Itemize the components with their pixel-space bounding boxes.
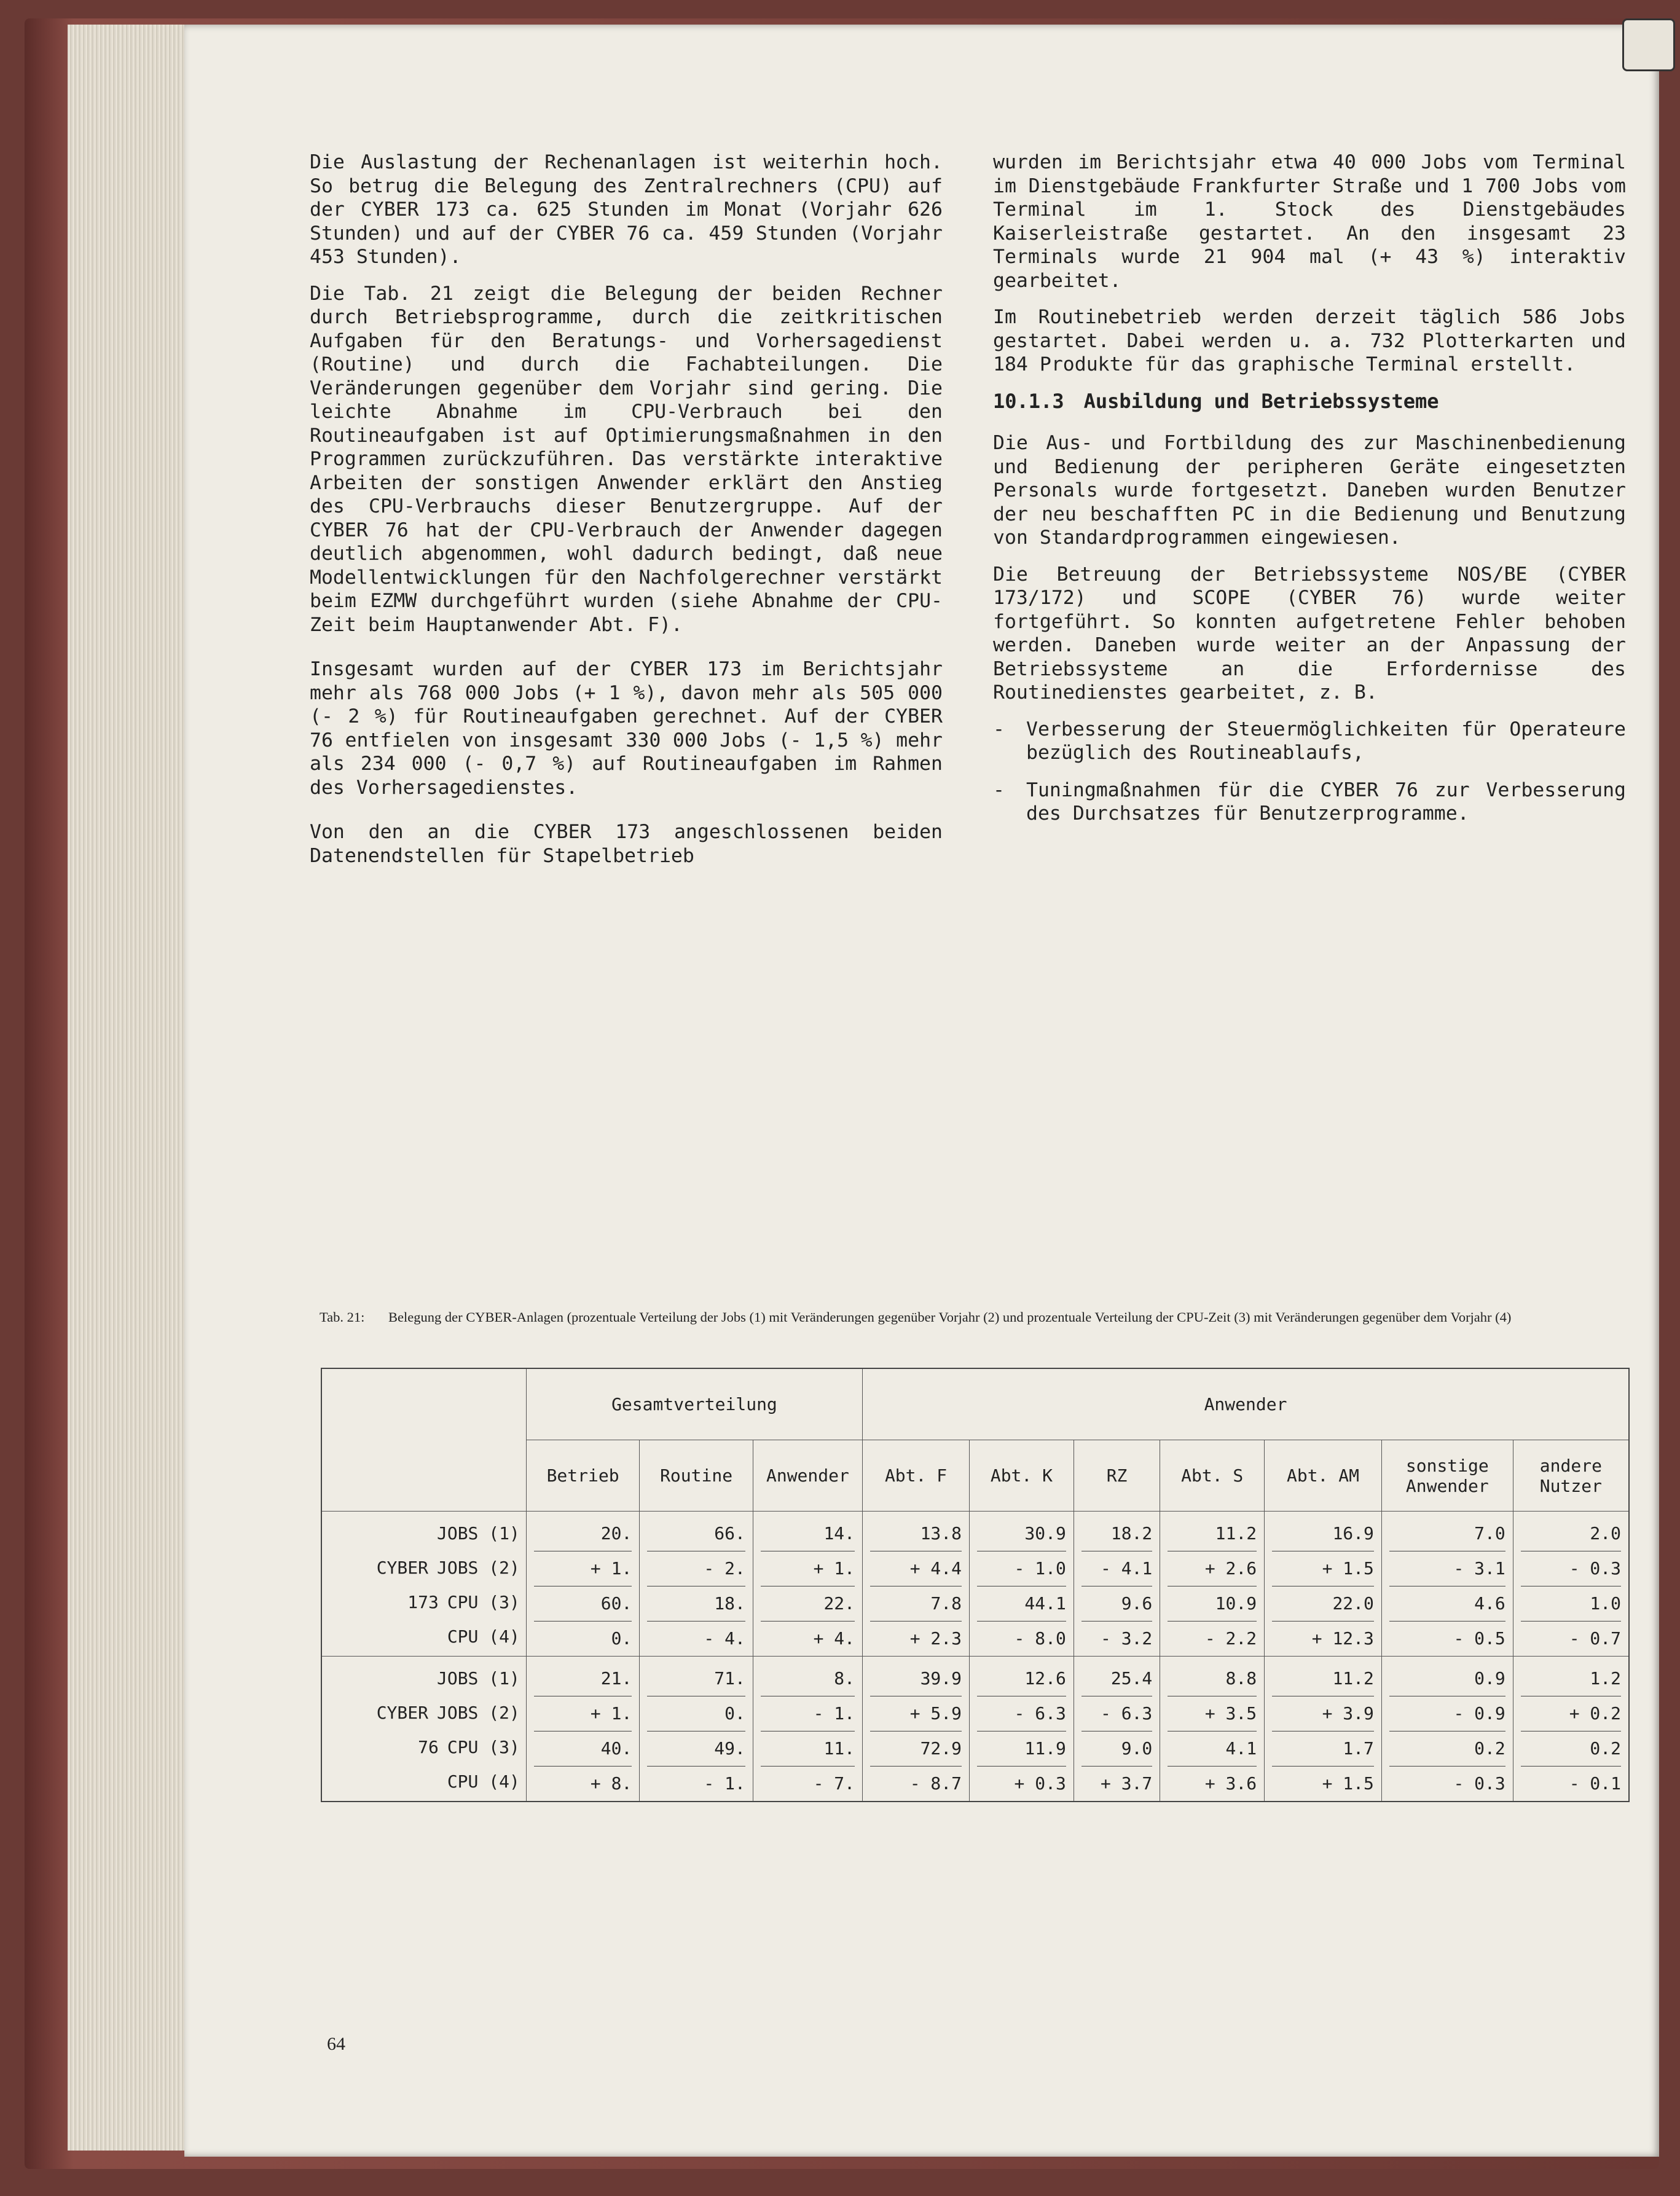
dash-bullet: -	[993, 778, 1005, 801]
table-value: 30.9	[977, 1516, 1066, 1551]
section-heading	[993, 390, 1626, 414]
measure-label: JOBS (2)	[436, 1703, 520, 1723]
table-value: 4.6	[1389, 1586, 1505, 1622]
table-value: 4.1	[1168, 1731, 1257, 1767]
list-item-text: Verbesserung der Steuermöglichkeiten für Operateure bezüglich des Routineablaufs,	[1026, 718, 1626, 764]
table-value: - 0.3	[1521, 1551, 1621, 1586]
table-value: + 0.3	[1014, 1773, 1066, 1794]
table-value: 1.7	[1272, 1731, 1374, 1767]
table-value: + 3.7	[1101, 1773, 1153, 1794]
measure-label: CPU (3)	[447, 1592, 520, 1612]
table-value: + 2.6	[1168, 1551, 1257, 1586]
machine-label: 76	[418, 1737, 439, 1757]
caption-text: Belegung der CYBER-Anlagen (prozentuale Verteilung der Jobs (1) mit Veränderungen gegenüber Vorjahr (2) und prozentuale Verteilung der CPU-Zeit (3) mit Veränderungen gegenüber dem Vorjahr (4)	[388, 1309, 1512, 1325]
table-value: + 1.5	[1322, 1773, 1374, 1794]
table-value: + 1.	[761, 1551, 855, 1586]
row-label	[328, 1516, 520, 1551]
table-value: 18.2	[1081, 1516, 1152, 1551]
table-value: - 1.0	[977, 1551, 1066, 1586]
right-paragraph-4: Die Betreuung der Betriebssysteme NOS/BE (CYBER 173/172) und SCOPE (CYBER 76) wurde weiter fortgeführt. So konnten aufgetretene Fehler behoben werden. Daneben wurde weiter an der Anpassung der Betriebssysteme an die Erfordernisse des Routinedienstes gearbeitet, z. B.	[993, 563, 1626, 704]
table-value: - 0.7	[1569, 1628, 1621, 1649]
caption-label: Tab. 21:	[320, 1309, 365, 1325]
table-row	[321, 1512, 1629, 1657]
table-value: - 1.	[704, 1773, 745, 1794]
table-value: + 5.9	[870, 1696, 962, 1731]
value-cell	[1381, 1657, 1513, 1802]
machine-label: CYBER	[376, 1558, 428, 1578]
table-value: 60.	[534, 1586, 632, 1622]
table-value: 22.0	[1272, 1586, 1374, 1622]
value-cell	[640, 1512, 753, 1657]
row-label	[328, 1730, 520, 1765]
list-item-text: Tuningmaßnahmen für die CYBER 76 zur Verbesserung des Durchsatzes für Benutzerprogramme.	[1026, 778, 1626, 825]
table-caption	[320, 1309, 1679, 1325]
table-value: 11.	[761, 1731, 855, 1767]
table-value: 0.	[647, 1696, 745, 1731]
measure-label: JOBS (2)	[436, 1558, 520, 1578]
table-value: 9.0	[1081, 1731, 1152, 1767]
left-paragraph-2: Die Tab. 21 zeigt die Belegung der beiden Rechner durch Betriebsprogramme, durch die zeitkritischen Aufgaben für den Beratungs- und Vorhersagedienst (Routine) und durch die Fachabteilungen. Die Veränderungen gegenüber dem Vorjahr sind gering. Die leichte Abnahme im CPU-Verbrauch bei den Routineaufgaben ist auf Optimierungsmaßnahmen in den Programmen zurückzuführen. Das verstärkte interaktive Arbeiten der sonstigen Anwender erklärt den Anstieg des CPU-Verbrauchs dieser Benutzergruppe. Auf der CYBER 76 hat der CPU-Verbrauch der Anwender dagegen deutlich abgenommen, wohl dadurch bedingt, daß neue Modellentwicklungen für den Nachfolgerechner verstärkt beim EZMW durchgeführt wurden (siehe Abnahme der CPU-Zeit beim Hauptanwender Abt. F).	[310, 282, 943, 636]
table-value: + 3.6	[1204, 1773, 1257, 1794]
table-value: 14.	[761, 1516, 855, 1551]
value-cell	[1265, 1657, 1382, 1802]
table-value: 49.	[647, 1731, 745, 1767]
row-label	[328, 1661, 520, 1696]
section-title: Ausbildung und Betriebssysteme	[1083, 389, 1439, 413]
left-paragraph-1: Die Auslastung der Rechenanlagen ist weiterhin hoch. So betrug die Belegung des Zentralrechners (CPU) auf der CYBER 173 ca. 625 Stunden im Monat (Vorjahr 626 Stunden) und auf der CYBER 76 ca. 459 Stunden (Vorjahr 453 Stunden).	[310, 151, 943, 268]
table-value: 2.0	[1521, 1516, 1621, 1551]
table-value: + 3.9	[1272, 1696, 1374, 1731]
table-value: 1.0	[1521, 1586, 1621, 1622]
list-item	[993, 778, 1626, 826]
table-value: 71.	[647, 1661, 745, 1696]
col-header: Abt. K	[970, 1440, 1074, 1512]
left-paragraph-3: Insgesamt wurden auf der CYBER 173 im Berichtsjahr mehr als 768 000 Jobs (+ 1 %), davon mehr als 505 000 (- 2 %) für Routineaufgaben gerechnet. Auf der CYBER 76 entfielen von insgesamt 330 000 Jobs (- 1,5 %) mehr als 234 000 (- 0,7 %) auf Routineaufgaben im Rahmen des Vorhersagedienstes.	[310, 658, 943, 799]
machine-label: CYBER	[376, 1703, 428, 1723]
row-label	[328, 1765, 520, 1799]
table-value: 7.0	[1389, 1516, 1505, 1551]
table-value: - 8.7	[909, 1773, 962, 1794]
col-header: sonstige Anwender	[1381, 1440, 1513, 1512]
col-header: Abt. S	[1160, 1440, 1265, 1512]
value-cell	[526, 1512, 639, 1657]
table-value: + 4.4	[870, 1551, 962, 1586]
usage-table	[321, 1368, 1630, 1802]
table-value: 0.2	[1389, 1731, 1505, 1767]
row-label	[328, 1696, 520, 1730]
page-edges	[68, 25, 184, 2151]
table-value: + 1.5	[1272, 1551, 1374, 1586]
value-cell	[640, 1657, 753, 1802]
row-label-cell	[321, 1657, 526, 1802]
row-label	[328, 1551, 520, 1585]
table-value: 12.6	[977, 1661, 1066, 1696]
right-paragraph-2: Im Routinebetrieb werden derzeit täglich 586 Jobs gestartet. Dabei werden u. a. 732 Plotterkarten und 184 Produkte für das graphische Terminal erstellt.	[993, 306, 1626, 375]
right-paragraph-1: wurden im Berichtsjahr etwa 40 000 Jobs vom Terminal im Dienstgebäude Frankfurter Straße und 1 700 Jobs vom Terminal im 1. Stock des Dienstgebäudes Kaiserleistraße gestartet. An den insgesamt 23 Terminals wurde 21 904 mal (+ 43 %) interaktiv gearbeitet.	[993, 151, 1626, 292]
left-column	[310, 151, 943, 880]
row-label	[328, 1585, 520, 1620]
table-value: 1.2	[1521, 1661, 1621, 1696]
measure-label: JOBS (1)	[436, 1523, 520, 1543]
table-value: - 6.3	[1081, 1696, 1152, 1731]
table-value: + 8.	[590, 1773, 632, 1794]
table-value: 13.8	[870, 1516, 962, 1551]
dash-bullet: -	[993, 718, 1005, 740]
value-cell	[1160, 1512, 1265, 1657]
table-value: 39.9	[870, 1661, 962, 1696]
col-header: Routine	[640, 1440, 753, 1512]
table-value: 21.	[534, 1661, 632, 1696]
col-header: Betrieb	[526, 1440, 639, 1512]
row-label-cell	[321, 1512, 526, 1657]
value-cell	[970, 1512, 1074, 1657]
machine-label: 173	[407, 1592, 439, 1612]
measure-label: CPU (4)	[447, 1626, 520, 1647]
binder-clip	[1622, 18, 1675, 71]
table-value: 8.8	[1168, 1661, 1257, 1696]
table-row	[321, 1657, 1629, 1802]
measure-label: CPU (3)	[447, 1737, 520, 1757]
document-page	[184, 25, 1659, 2157]
group-header-total: Gesamtverteilung	[526, 1368, 862, 1440]
value-cell	[863, 1512, 970, 1657]
table-value: 40.	[534, 1731, 632, 1767]
table-value: 11.9	[977, 1731, 1066, 1767]
value-cell	[1381, 1512, 1513, 1657]
right-column	[993, 151, 1626, 839]
table-value: + 2.3	[909, 1628, 962, 1649]
value-cell	[526, 1657, 639, 1802]
corner-cell	[321, 1368, 526, 1512]
table-value: 44.1	[977, 1586, 1066, 1622]
group-header-row	[321, 1368, 1629, 1440]
table-value: - 8.0	[1014, 1628, 1066, 1649]
table-value: - 0.3	[1453, 1773, 1505, 1794]
row-label	[328, 1620, 520, 1654]
table-value: 25.4	[1081, 1661, 1152, 1696]
table-value: - 4.	[704, 1628, 745, 1649]
table-value: 11.2	[1272, 1661, 1374, 1696]
table-value: - 0.9	[1389, 1696, 1505, 1731]
table-value: 66.	[647, 1516, 745, 1551]
table-value: - 3.2	[1101, 1628, 1153, 1649]
col-header: andere Nutzer	[1513, 1440, 1629, 1512]
table-value: 8.	[761, 1661, 855, 1696]
measure-label: CPU (4)	[447, 1771, 520, 1792]
table-value: 7.8	[870, 1586, 962, 1622]
table-value: 11.2	[1168, 1516, 1257, 1551]
col-header: Abt. AM	[1265, 1440, 1382, 1512]
table-value: 20.	[534, 1516, 632, 1551]
value-cell	[1513, 1512, 1629, 1657]
page-number: 64	[327, 2034, 345, 2054]
table-value: - 4.1	[1081, 1551, 1152, 1586]
table-value: - 0.1	[1569, 1773, 1621, 1794]
table-value: 72.9	[870, 1731, 962, 1767]
table-value: + 3.5	[1168, 1696, 1257, 1731]
table-value: - 7.	[813, 1773, 855, 1794]
measure-label: JOBS (1)	[436, 1668, 520, 1688]
table-value: - 6.3	[977, 1696, 1066, 1731]
bullet-list	[993, 718, 1626, 826]
value-cell	[753, 1512, 862, 1657]
section-number: 10.1.3	[993, 389, 1064, 413]
right-paragraph-3: Die Aus- und Fortbildung des zur Maschinenbedienung und Bedienung der peripheren Geräte eingesetzten Personals wurde fortgesetzt. Daneben wurden Benutzer der neu beschafften PC in die Bedienung und Benutzung von Standardprogrammen eingewiesen.	[993, 432, 1626, 549]
table-value: - 1.	[761, 1696, 855, 1731]
table-value: 16.9	[1272, 1516, 1374, 1551]
value-cell	[1265, 1512, 1382, 1657]
table-value: 10.9	[1168, 1586, 1257, 1622]
col-header: Anwender	[753, 1440, 862, 1512]
table-value: 22.	[761, 1586, 855, 1622]
value-cell	[753, 1657, 862, 1802]
list-item	[993, 718, 1626, 765]
table-value: - 2.	[647, 1551, 745, 1586]
left-paragraph-4: Von den an die CYBER 173 angeschlossenen beiden Datenendstellen für Stapelbetrieb	[310, 821, 943, 867]
table-value: + 0.2	[1521, 1696, 1621, 1731]
table-value: 0.9	[1389, 1661, 1505, 1696]
table-value: 0.2	[1521, 1731, 1621, 1767]
table-value: - 0.5	[1453, 1628, 1505, 1649]
group-header-users: Anwender	[863, 1368, 1629, 1440]
value-cell	[1513, 1657, 1629, 1802]
table-value: + 12.3	[1311, 1628, 1374, 1649]
value-cell	[1160, 1657, 1265, 1802]
table-value: - 2.2	[1204, 1628, 1257, 1649]
value-cell	[863, 1657, 970, 1802]
value-cell	[970, 1657, 1074, 1802]
col-header: RZ	[1074, 1440, 1160, 1512]
table-value: 9.6	[1081, 1586, 1152, 1622]
value-cell	[1074, 1512, 1160, 1657]
table-value: + 4.	[813, 1628, 855, 1649]
table-value: 18.	[647, 1586, 745, 1622]
value-cell	[1074, 1657, 1160, 1802]
table-value: 0.	[611, 1628, 632, 1649]
table-value: - 3.1	[1389, 1551, 1505, 1586]
table-value: + 1.	[534, 1696, 632, 1731]
table-value: + 1.	[534, 1551, 632, 1586]
col-header: Abt. F	[863, 1440, 970, 1512]
